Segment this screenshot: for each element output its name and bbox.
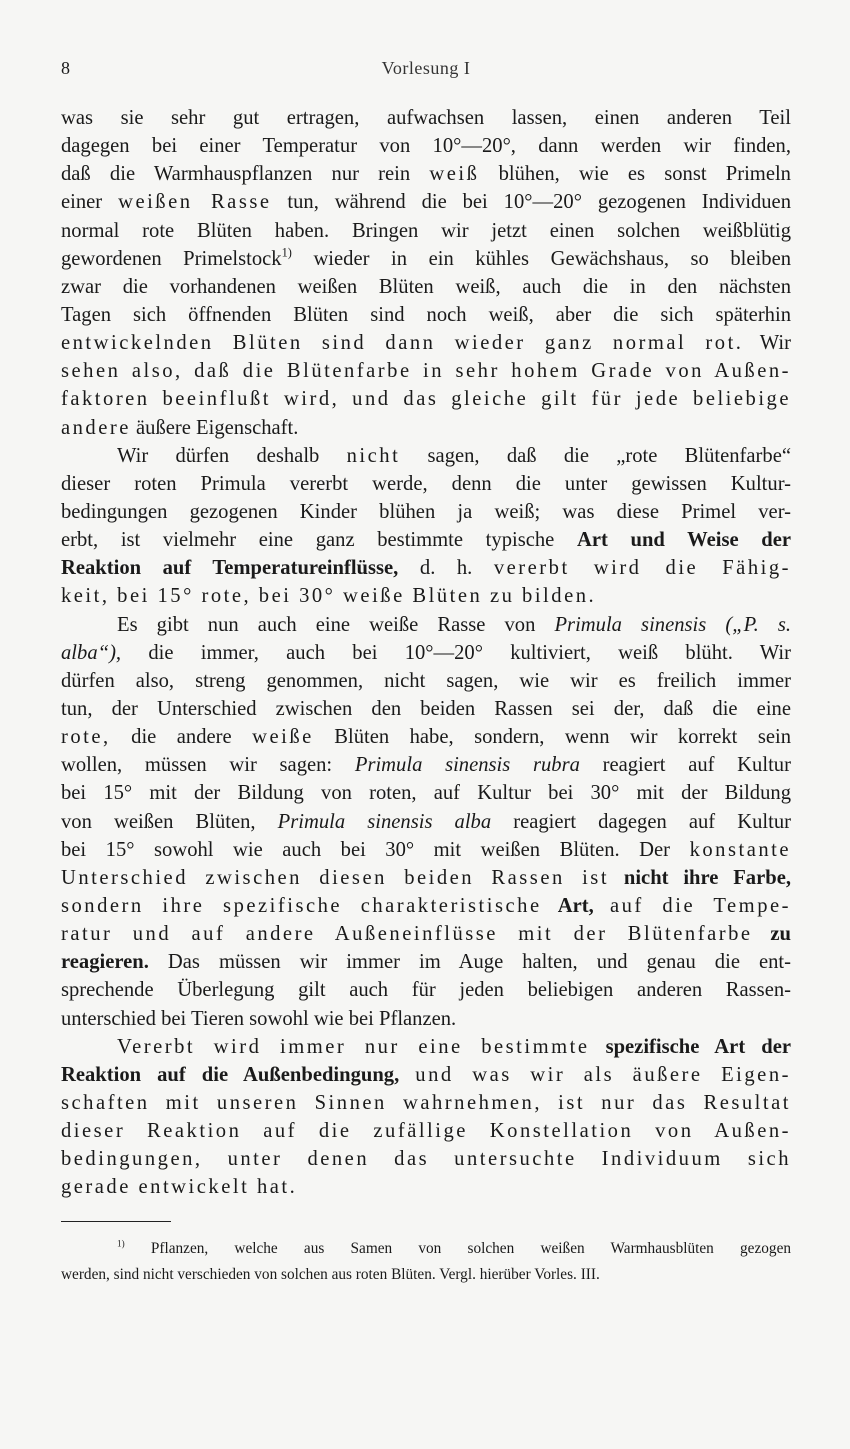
paragraph-start: Vererbt wird immer nur eine bestimmte spezifische Art der: [117, 1035, 791, 1058]
paragraph-start: Wir dürfen deshalb nicht sagen, daß die „rote Blütenfarbe“: [117, 444, 791, 467]
text-line: sondern ihre spezifische charakteristische Art, auf die Tempe-: [61, 894, 791, 917]
bold-emphasis: reagieren.: [61, 951, 149, 974]
text-line: wollen, müssen wir sagen: Primula sinensis rubra reagiert auf Kultur: [61, 754, 791, 777]
bold-emphasis: Reaktion auf Temperatureinflüsse,: [61, 557, 399, 580]
bold-emphasis: Art,: [557, 894, 594, 917]
text-line: tun, der Unterschied zwischen den beiden Rassen sei der, daß die eine: [61, 697, 791, 720]
spaced-emphasis: nicht: [346, 444, 401, 467]
text-line: Tagen sich öffnenden Blüten sind noch weiß, aber die sich späterhin: [61, 303, 791, 326]
text-line: bei 15° sowohl wie auch bei 30° mit weißen Blüten. Der konstante: [61, 838, 791, 861]
text-line: bei 15° mit der Bildung von roten, auf Kultur bei 30° mit der Bildung: [61, 782, 791, 805]
text-line: dagegen bei einer Temperatur von 10°—20°, dann werden wir finden,: [61, 135, 791, 158]
spaced-emphasis: weißen Rasse: [118, 191, 272, 214]
text-line: sehen also, daß die Blütenfarbe in sehr hohem Grade von Außen-: [61, 360, 791, 383]
text-line: reagieren. Das müssen wir immer im Auge halten, und genau die ent-: [61, 951, 791, 974]
footnote-line: $^{1)}$ Pflanzen, welche aus Samen von solchen weißen Warmhausblüten gezogen: [117, 1238, 792, 1257]
text-line: normal rote Blüten haben. Bringen wir jetzt einen solchen weißblütig: [61, 219, 791, 242]
page-header: [61, 58, 791, 86]
spaced-emphasis: weiß: [429, 163, 480, 186]
bold-emphasis: spezifische Art der: [605, 1035, 791, 1058]
text-line: andere äußere Eigenschaft.: [61, 416, 299, 439]
text-line: von weißen Blüten, Primula sinensis alba reagiert dagegen auf Kultur: [61, 810, 791, 833]
text-line: sprechende Überlegung gilt auch für jeden beliebigen anderen Rassen-: [61, 979, 791, 1002]
text-line: ratur und auf andere Außeneinflüsse mit der Blütenfarbe zu: [61, 923, 791, 946]
text-line: bedingungen, unter denen das untersuchte Individuum sich: [61, 1148, 791, 1171]
text-line: gewordenen Primelstock$^{1)}$ wieder in ein kühles Gewächshaus, so bleiben: [61, 245, 792, 270]
text-line: dieser roten Primula vererbt werde, denn die unter gewissen Kultur-: [61, 472, 791, 495]
text-line: einer weißen Rasse tun, während die bei 10°—20° gezogenen Individuen: [61, 191, 791, 214]
bold-emphasis: Art und Weise der: [576, 529, 792, 552]
species-name: Primula sinensis rubra: [354, 754, 580, 777]
running-head: Vorlesung I: [381, 58, 471, 78]
species-name: Primula sinensis: [554, 613, 707, 636]
text-line: dürfen also, streng genommen, nicht sagen, wie wir es freilich immer: [61, 669, 791, 692]
bold-emphasis: nicht ihre Farbe,: [623, 866, 791, 889]
bold-emphasis: zu: [770, 923, 791, 946]
text-line: zwar die vorhandenen weißen Blüten weiß, auch die in den nächsten: [61, 275, 791, 298]
text-line: gerade entwickelt hat.: [61, 1176, 298, 1199]
text-line: schaften mit unseren Sinnen wahrnehmen, ist nur das Resultat: [61, 1091, 791, 1114]
text-line: Unterschied zwischen diesen beiden Rassen ist nicht ihre Farbe,: [61, 866, 791, 889]
text-line: Reaktion auf Temperatureinflüsse, d. h. vererbt wird die Fähig-: [61, 557, 791, 580]
text-line: faktoren beeinflußt wird, und das gleiche gilt für jede beliebige: [61, 388, 791, 411]
footnote-reference: 1): [281, 245, 292, 260]
paragraph-start: Es gibt nun auch eine weiße Rasse von Primula sinensis („P. s.: [117, 613, 792, 636]
footnote-line: werden, sind nicht verschieden von solchen aus roten Blüten. Vergl. hierüber Vorles. III.: [61, 1266, 600, 1283]
text-line: Reaktion auf die Außenbedingung, und was wir als äußere Eigen-: [61, 1063, 791, 1086]
text-line: daß die Warmhauspflanzen nur rein weiß blühen, wie es sonst Primeln: [61, 163, 791, 186]
footnote-mark: 1): [117, 1238, 125, 1249]
page-number: 8: [61, 58, 70, 78]
footnote-divider: [61, 1221, 171, 1222]
text-line: alba“), die immer, auch bei 10°—20° kultiviert, weiß blüht. Wir: [61, 641, 791, 664]
text-line: entwickelnden Blüten sind dann wieder ganz normal rot. Wir: [61, 332, 791, 355]
species-name: Primula sinensis alba: [277, 810, 492, 833]
text-line: unterschied bei Tieren sowohl wie bei Pflanzen.: [61, 1007, 457, 1030]
text-line: bedingungen gezogenen Kinder blühen ja weiß; was diese Primel ver-: [61, 500, 791, 523]
text-line: keit, bei 15° rote, bei 30° weiße Blüten zu bilden.: [61, 585, 597, 608]
body-text: [61, 104, 791, 1201]
bold-emphasis: Reaktion auf die Außenbedingung,: [61, 1063, 400, 1086]
footnote: [61, 1236, 791, 1288]
text-line: was sie sehr gut ertragen, aufwachsen lassen, einen anderen Teil: [61, 107, 791, 129]
text-line: dieser Reaktion auf die zufällige Konstellation von Außen-: [61, 1120, 791, 1143]
text-line: rote, die andere weiße Blüten habe, sondern, wenn wir korrekt sein: [61, 726, 791, 749]
text-line: erbt, ist vielmehr eine ganz bestimmte typische Art und Weise der: [61, 529, 792, 552]
